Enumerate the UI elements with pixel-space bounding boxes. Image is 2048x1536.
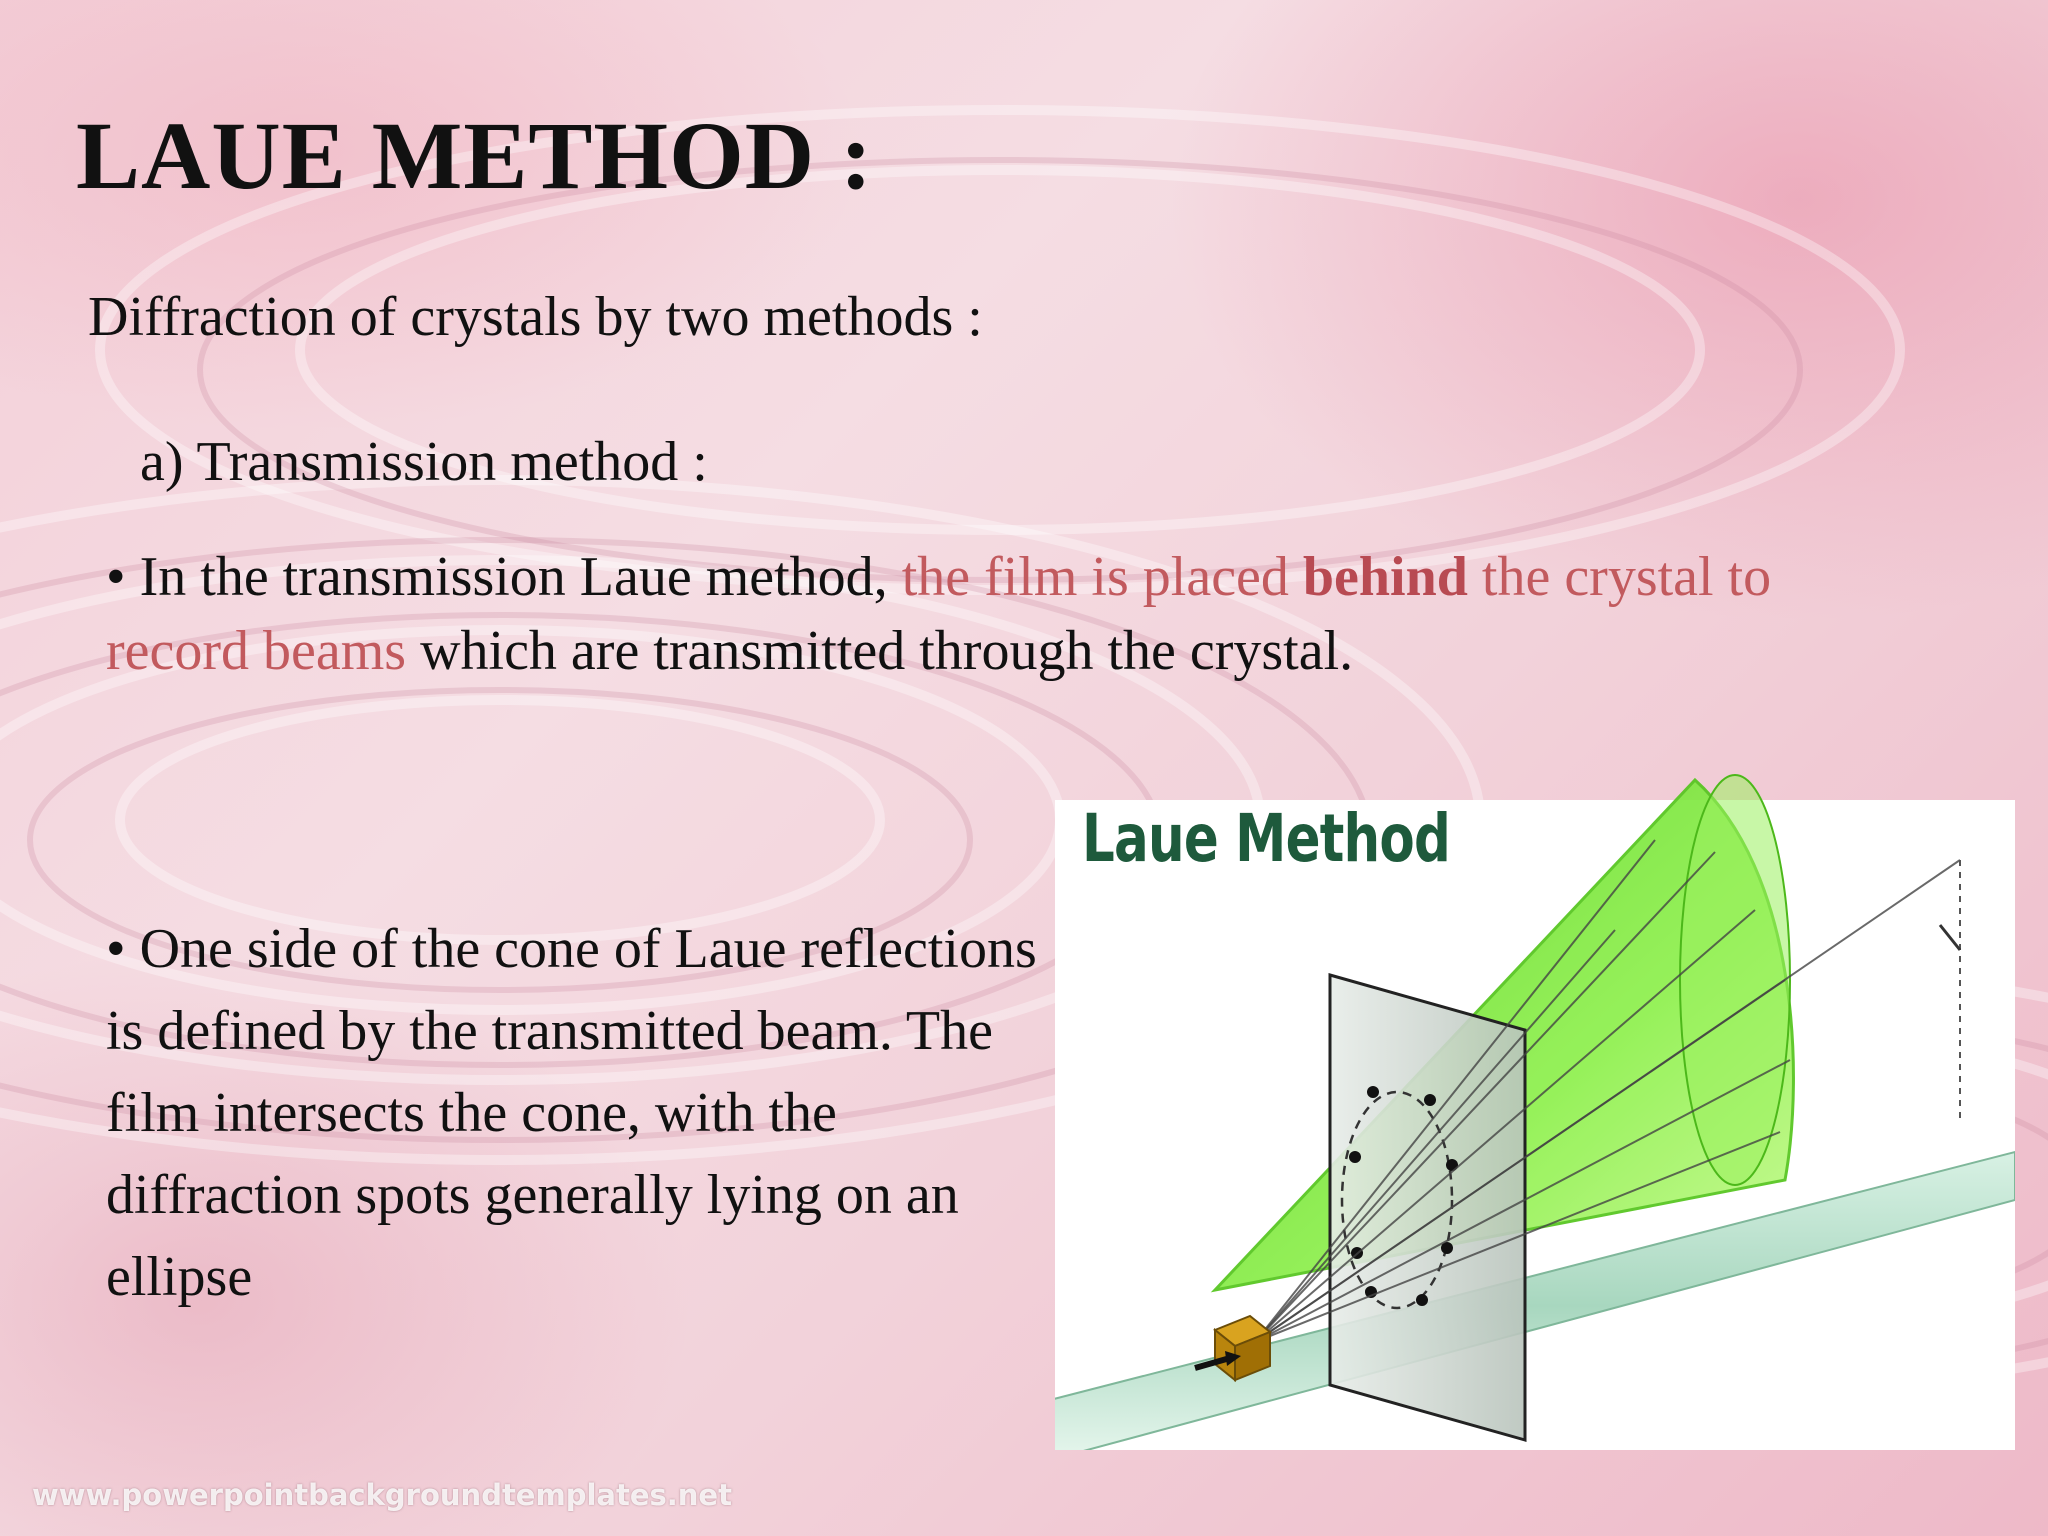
bullet-transmission xyxy=(106,540,1826,688)
slide-title: LAUE METHOD : xyxy=(76,102,874,209)
method-heading: a) Transmission method : xyxy=(140,431,708,493)
watermark: www.powerpointbackgroundtemplates.net xyxy=(32,1478,732,1512)
bullet-marker: • xyxy=(106,546,126,608)
film-plate-icon xyxy=(1330,975,1525,1440)
bullet1-highlight-a: the film is placed xyxy=(901,546,1289,608)
bullet1-text-b: which are transmitted through the crystal. xyxy=(420,620,1354,682)
slide-subtitle: Diffraction of crystals by two methods : xyxy=(88,286,983,348)
bullet-marker: • xyxy=(106,918,126,980)
bullet1-highlight-bold: behind xyxy=(1302,546,1468,608)
bullet-cone xyxy=(106,908,1086,1318)
diagram-label: Laue Method xyxy=(1082,800,1451,877)
bullet2-text: One side of the cone of Laue reflections is defined by the transmitted beam. The film intersects the cone, with the diffraction spots generally lying on an ellipse xyxy=(106,918,1037,1308)
bullet1-text-a: In the transmission Laue method, xyxy=(139,546,888,608)
bullet1-highlight-b: the crystal to record beams xyxy=(106,546,1772,682)
